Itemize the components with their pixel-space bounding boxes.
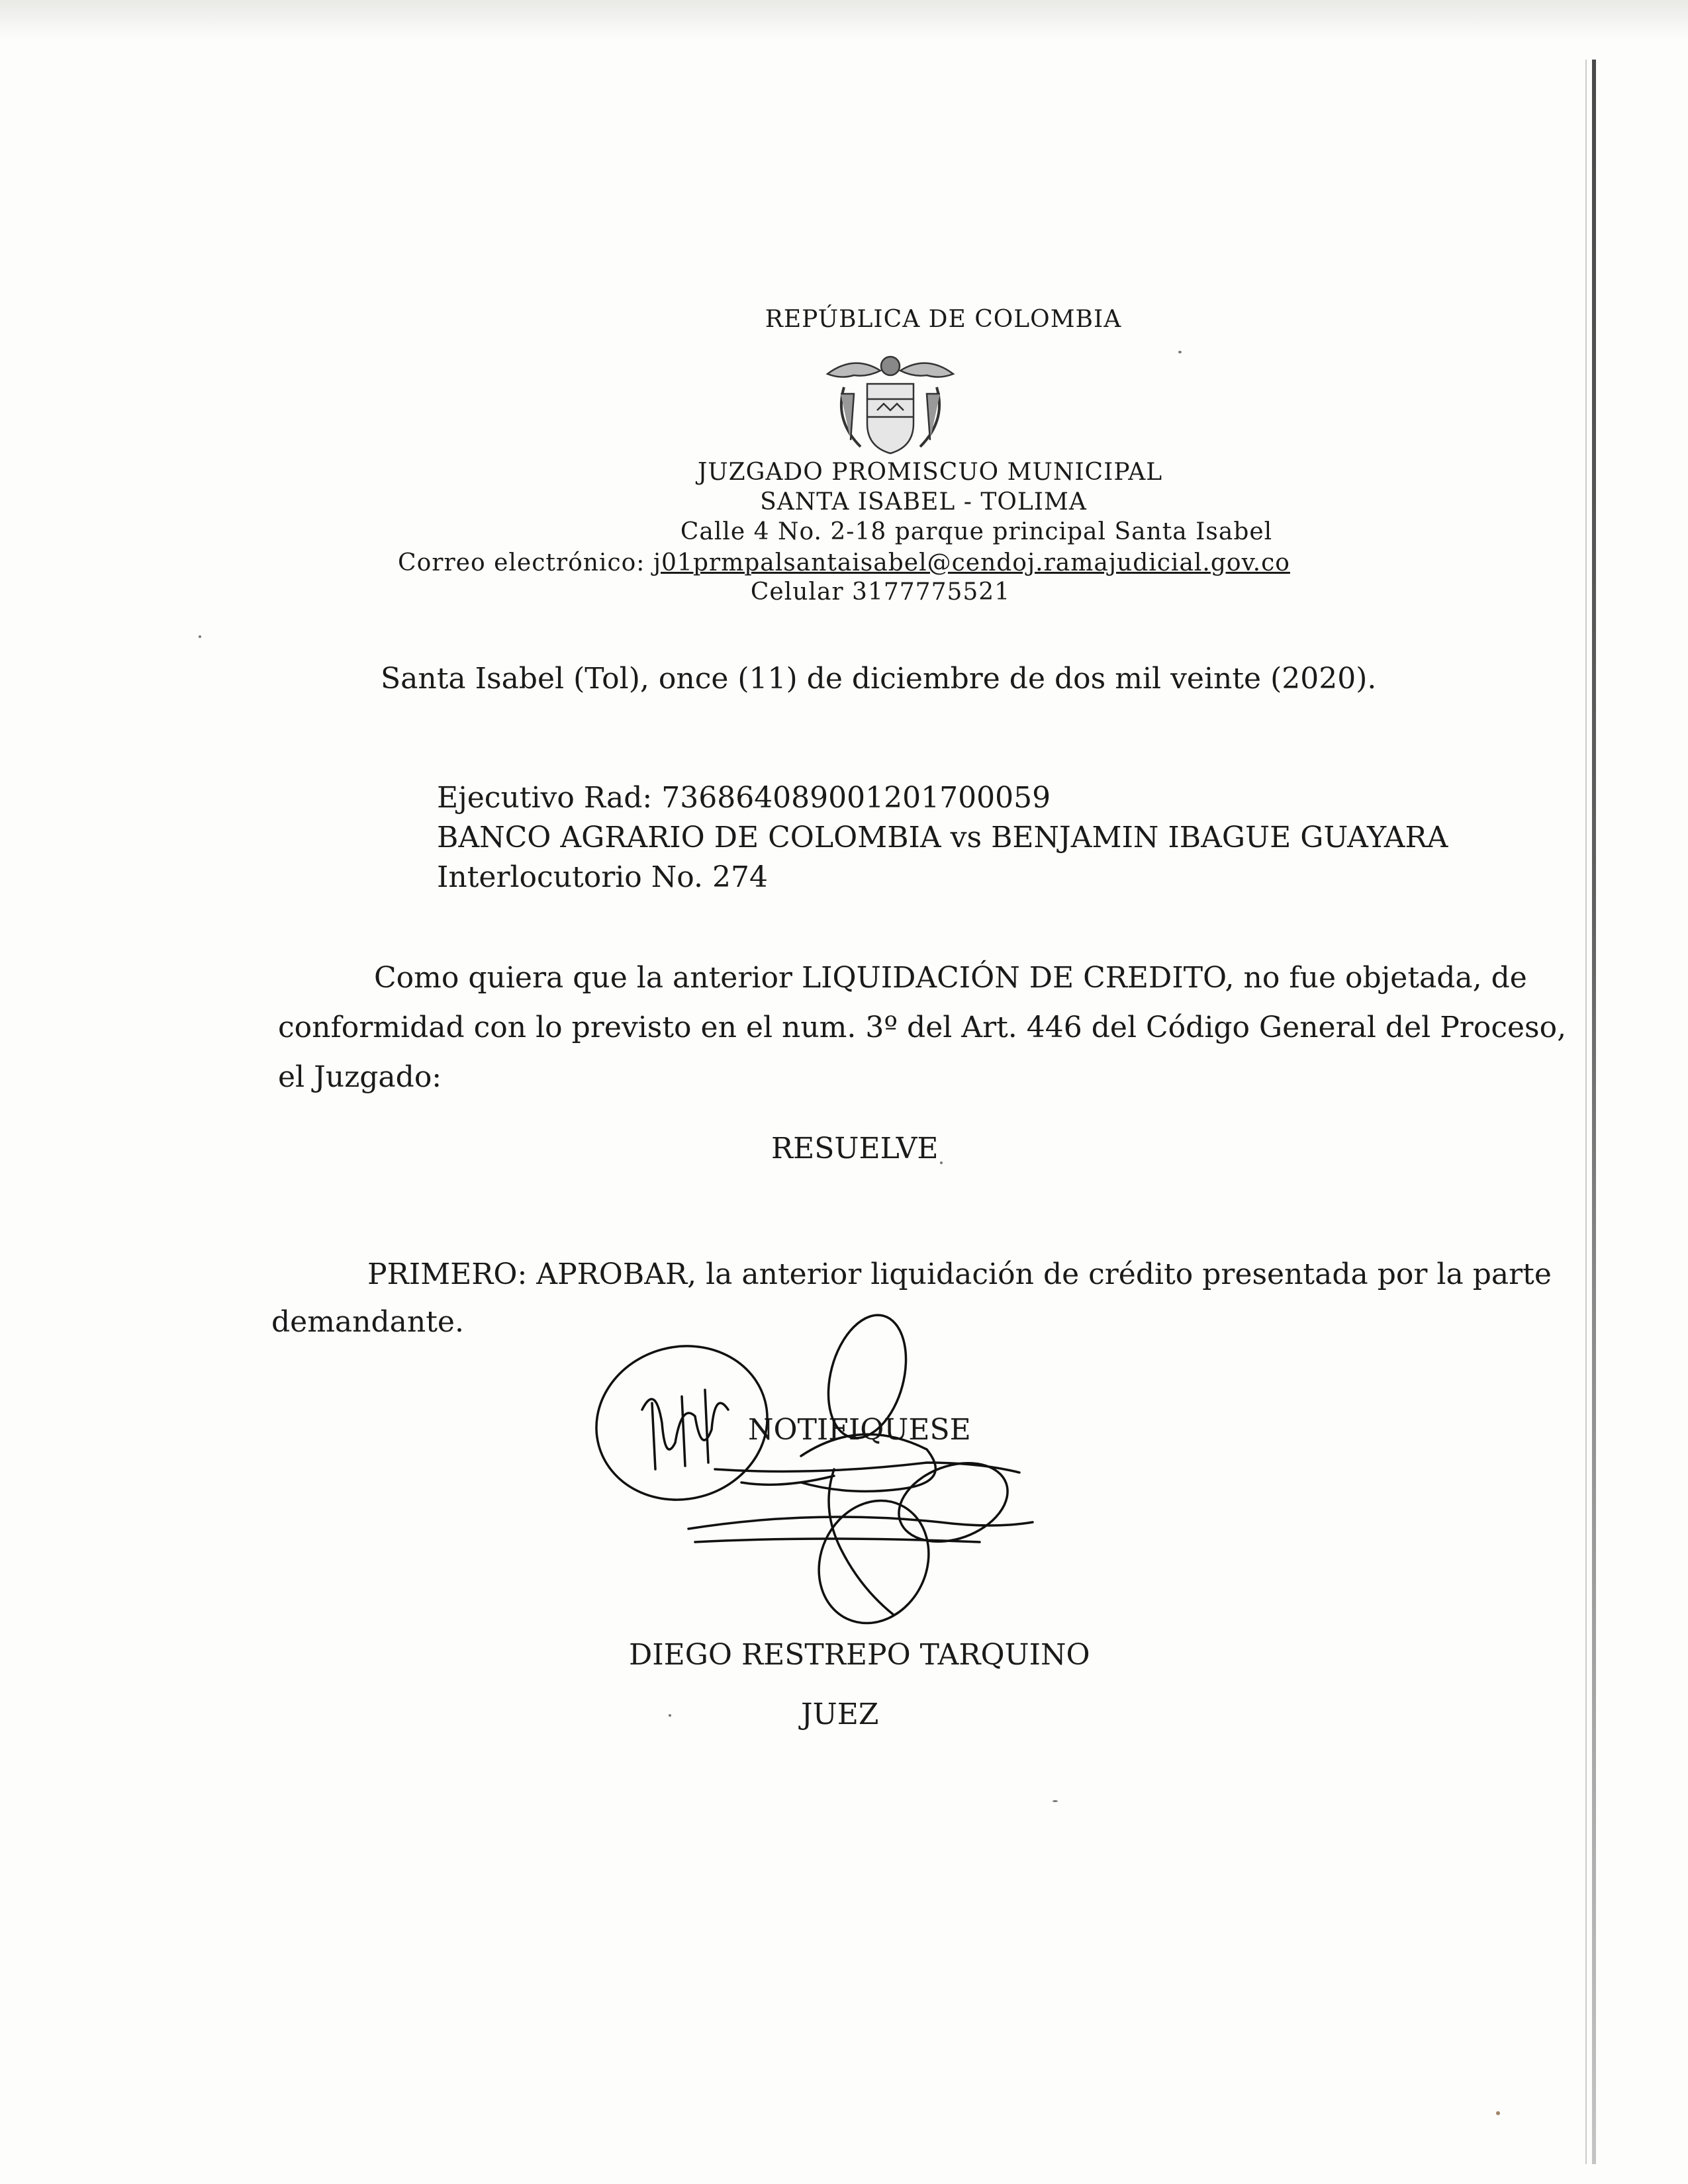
court-city: SANTA ISABEL - TOLIMA — [760, 488, 1087, 516]
order-number: Interlocutorio No. 274 — [437, 860, 768, 894]
paragraph-line: el Juzgado: — [278, 1060, 442, 1094]
scan-edge-line-light — [1585, 60, 1587, 2164]
resolution-line: PRIMERO: APROBAR, la anterior liquidación de crédito presentada por la parte — [367, 1257, 1552, 1291]
email-line — [0, 549, 1688, 576]
court-name: JUZGADO PROMISCUO MUNICIPAL — [697, 459, 1163, 486]
phone-number: Celular 3177775521 — [750, 578, 1011, 606]
case-radicado: Ejecutivo Rad: 73686408900120170005​9 — [437, 781, 1051, 815]
signer-name: DIEGO RESTREPO TARQUINO — [629, 1638, 1090, 1672]
court-address: Calle 4 No. 2-18 parque principal Santa Isabel — [680, 518, 1273, 545]
email-link[interactable]: j01prmpalsantaisabel@cendoj.ramajudicial.gov.co — [653, 549, 1290, 576]
handwritten-signature-icon — [583, 1310, 1059, 1655]
case-parties: BANCO AGRARIO DE COLOMBIA vs BENJAMIN IBAGUE GUAYARA — [437, 821, 1448, 854]
scan-edge-line — [1592, 60, 1596, 2164]
considerations-paragraph — [278, 953, 1567, 1102]
paragraph-line: conformidad con lo previsto en el num. 3º del Art. 446 del Código General del Proceso, — [278, 1011, 1567, 1044]
country-heading: REPÚBLICA DE COLOMBIA — [765, 306, 1122, 333]
closing-notice: NOTIFIQUESE — [748, 1413, 971, 1447]
signer-title: JUEZ — [801, 1698, 879, 1731]
document-date: Santa Isabel (Tol), once (11) de diciembre de dos mil veinte (2020). — [381, 662, 1377, 696]
scan-speck — [1053, 1800, 1058, 1802]
scan-shadow — [0, 0, 1688, 40]
resolution-line: demandante. — [271, 1305, 464, 1339]
scan-speck — [669, 1714, 671, 1717]
resolve-heading: RESUELVE — [771, 1132, 939, 1165]
paragraph-line: Como quiera que la anterior LIQUIDACIÓN DE CREDITO, no fue objetada, de — [374, 961, 1527, 995]
colombia-coat-of-arms-icon — [814, 347, 966, 460]
scan-speck — [199, 635, 201, 638]
scan-speck — [1496, 2111, 1500, 2115]
scan-speck — [940, 1161, 943, 1164]
scan-speck — [1178, 351, 1182, 353]
email-label: Correo electrónico: — [398, 549, 645, 576]
